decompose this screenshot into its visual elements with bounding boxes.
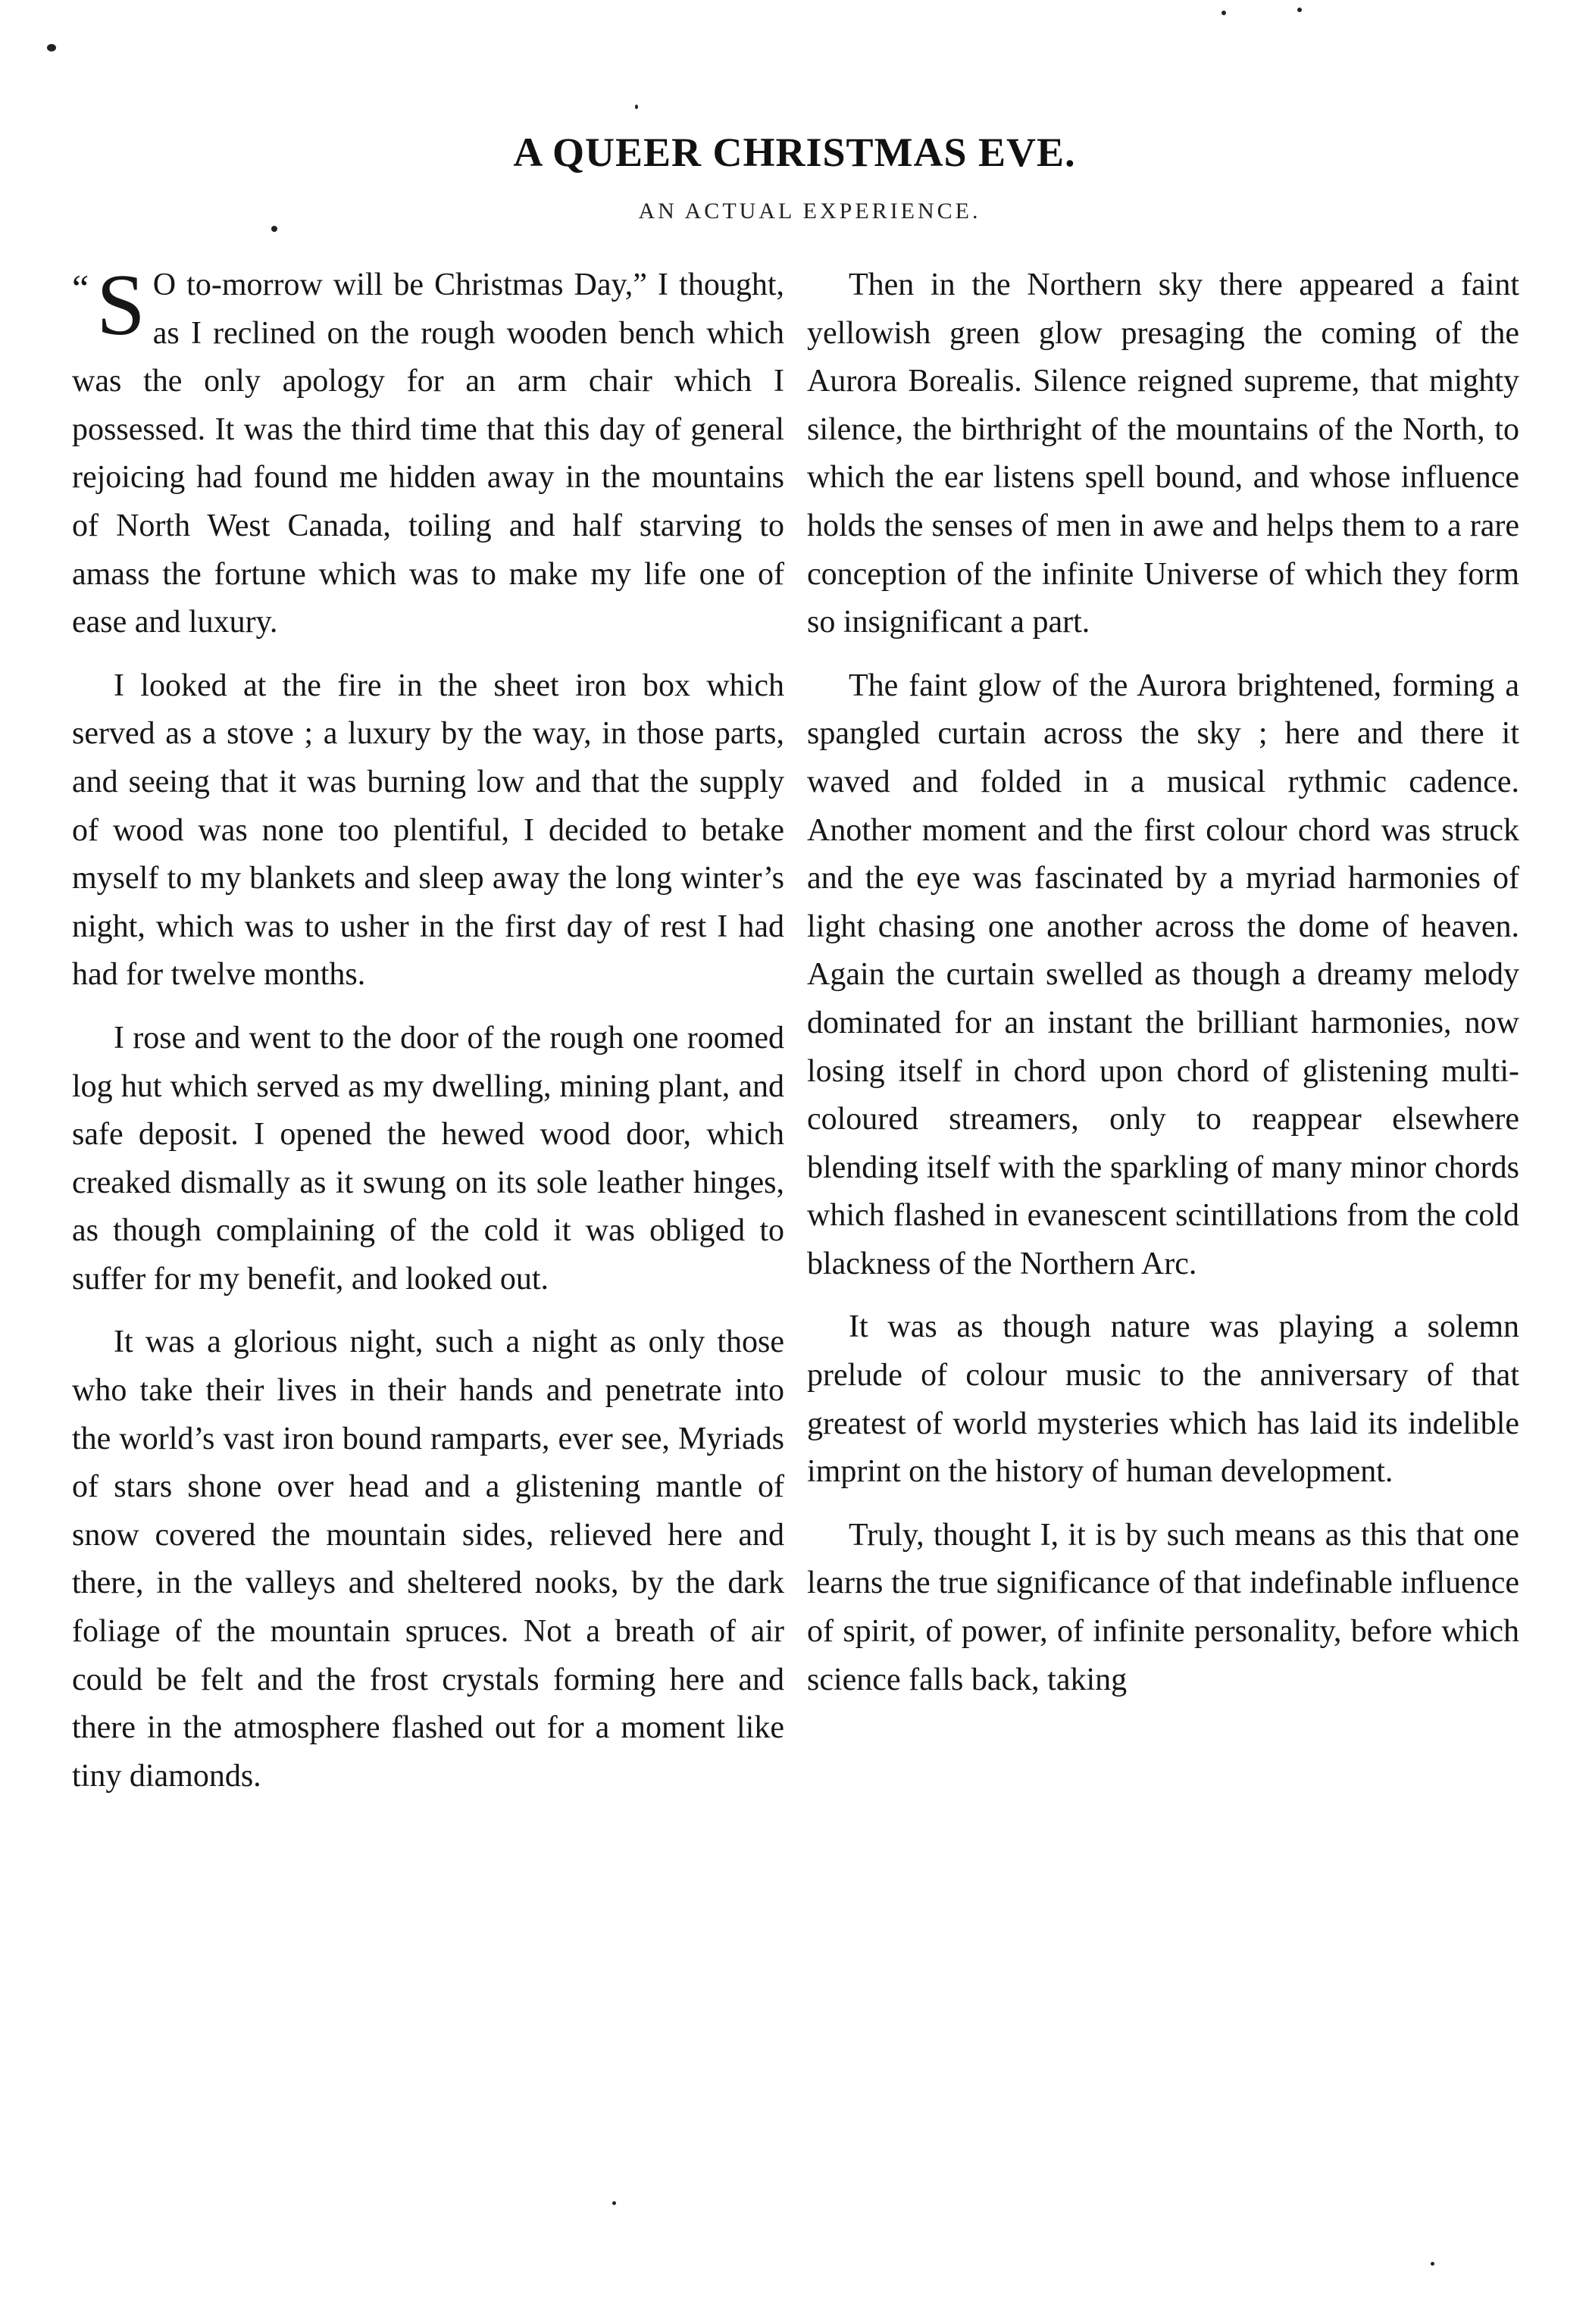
drop-cap: S <box>96 257 145 354</box>
paragraph: It was a glorious night, such a night as only those who take their lives in their hands and penetrate into the world’s vast iron bound ramparts, ever see, Myriads of stars shone over head and a glistening mantle of snow covered the mountain sides, relieved here and there, in the valleys and sheltered nooks, by the dark foliage of the mountain spruces. Not a breath of air could be felt and the frost crystals forming here and there in the atmosphere flashed out for a moment like tiny diamonds. <box>72 1325 784 1794</box>
paragraph: Truly, thought I, it is by such means as this that one learns the true significance of that indefinable influence of spirit, of power, of infinite personality, before which science falls back, taking <box>807 1517 1519 1697</box>
scan-speck <box>635 105 638 109</box>
right-column <box>807 261 1519 1719</box>
paragraph: The faint glow of the Aurora brightened, forming a spangled curtain across the sky ; here and there it waved and folded in a musical rythmic cadence. Another moment and the first colour chord was struck and the eye was fascinated by a myriad harmonies of light chasing one another across the dome of heaven. Again the curtain swelled as though a dreamy melody dominated for an instant the brilliant harmonies, now losing itself in chord upon chord of glistening multi-coloured streamers, only to reappear elsewhere blending itself with the sparkling of many minor chords which flashed in evanescent scintillations from the cold blackness of the Northern Arc. <box>807 668 1519 1281</box>
paragraph: I rose and went to the door of the rough one roomed log hut which served as my dwelling, mining plant, and safe deposit. I opened the hewed wood door, which creaked dismally as it swung on its sole leather hinges, as though complaining of the cold it was obliged to suffer for my benefit, and looked out. <box>72 1020 784 1296</box>
scan-speck <box>271 226 277 232</box>
scan-speck <box>1221 11 1226 15</box>
scan-speck <box>47 44 56 52</box>
paragraph <box>72 257 784 647</box>
opening-quote: “ <box>72 267 89 309</box>
scan-speck <box>1297 8 1302 12</box>
paragraph: Then in the Northern sky there appeared a faint yellowish green glow presaging the coming of the Aurora Borealis. Silence reigned supreme, that mighty silence, the birthright of the mountains of the North, to which the ear listens spell bound, and whose influence holds the senses of men in awe and helps them to a rare conception of the infinite Universe of which they form so insignificant a part. <box>807 267 1519 640</box>
left-column <box>72 257 784 1816</box>
paragraph: I looked at the fire in the sheet iron box which served as a stove ; a luxury by the way, in those parts, and seeing that it was burning low and that the supply of wood was none too plentiful, I decided to betake myself to my blankets and sleep away the long winter’s night, which was to usher in the first day of rest I had had for twelve months. <box>72 668 784 993</box>
paragraph: It was as though nature was playing a solemn prelude of colour music to the anniversary of that greatest of world mysteries which has laid its indelible imprint on the history of human development. <box>807 1309 1519 1490</box>
scan-speck <box>612 2201 616 2205</box>
article-subtitle: AN ACTUAL EXPERIENCE. <box>638 199 981 224</box>
scan-speck <box>1431 2262 1434 2266</box>
paragraph-text: O to-morrow will be Christmas Day,” I thought, as I reclined on the rough wooden bench which was the only apology for an arm chair which I possessed. It was the third time that this day of general rejoicing had found me hidden away in the mountains of North West Canada, toiling and half starving to amass the fortune which was to make my life one of ease and luxury. <box>72 267 784 640</box>
article-title: A QUEER CHRISTMAS EVE. <box>513 130 1076 175</box>
